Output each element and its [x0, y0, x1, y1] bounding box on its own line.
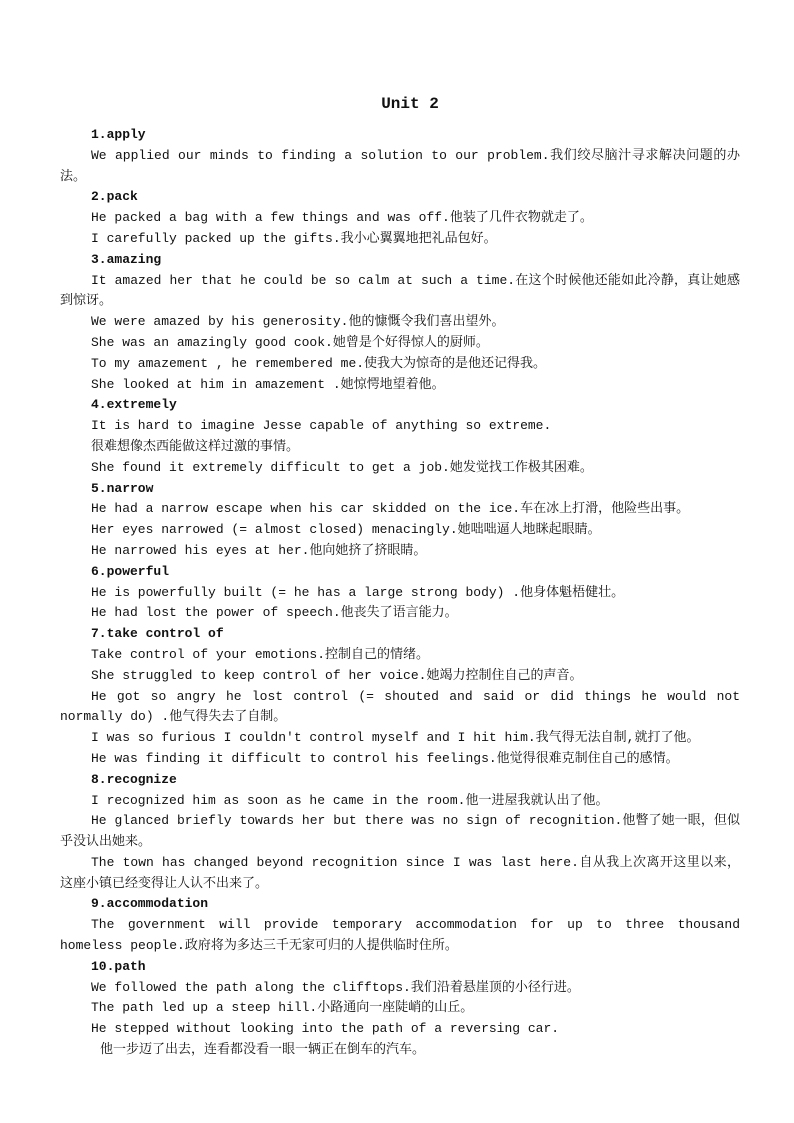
example-sentence: She found it extremely difficult to get a job.她发觉找工作极其困难。: [91, 459, 593, 475]
example-sentence: I was so furious I couldn't control myself and I hit him.我气得无法自制,就打了他。: [91, 730, 700, 746]
example-sentence: He had lost the power of speech.他丧失了语言能力。: [91, 605, 458, 621]
entry-heading: 8.recognize: [91, 771, 177, 787]
example-translation: 他一步迈了出去，连看都没看一眼一辆正在倒车的汽车。: [100, 1042, 426, 1058]
example-sentence: He had a narrow escape when his car skidded on the ice.车在冰上打滑，他险些出事。: [91, 501, 690, 517]
example-sentence: To my amazement , he remembered me.使我大为惊奇的是他还记得我。: [91, 355, 547, 371]
example-sentence: It is hard to imagine Jesse capable of anything so extreme.: [91, 418, 552, 434]
example-sentence: He is powerfully built (= he has a large strong body) .他身体魁梧健壮。: [91, 584, 625, 600]
example-sentence: Her eyes narrowed (= almost closed) menacingly.她咄咄逼人地眯起眼睛。: [91, 522, 601, 538]
example-sentence: We applied our minds to finding a solution to our problem.我们绞尽脑汁寻求解决问题的办法。: [60, 147, 740, 184]
entry-heading: 3.amazing: [91, 251, 162, 267]
example-sentence: He packed a bag with a few things and was off.他装了几件衣物就走了。: [91, 210, 593, 226]
example-sentence: I recognized him as soon as he came in the room.他一进屋我就认出了他。: [91, 792, 609, 808]
example-sentence: It amazed her that he could be so calm at such a time.在这个时候他还能如此冷静，真让她感到惊讶。: [60, 272, 740, 309]
example-sentence: Take control of your emotions.控制自己的情绪。: [91, 646, 430, 662]
example-sentence: The government will provide temporary accommodation for up to three thousand homeless people.政府将为多达三千无家可归的人提供临时住所。: [60, 917, 740, 954]
example-sentence: The town has changed beyond recognition since I was last here.自从我上次离开这里以来，这座小镇已经变得让人认不出来了。: [60, 854, 740, 891]
example-sentence: He stepped without looking into the path of a reversing car.: [91, 1021, 560, 1037]
example-sentence: She looked at him in amazement .她惊愕地望着他。: [91, 376, 445, 392]
example-sentence: He got so angry he lost control (= shouted and said or did things he would not normally do) .他气得失去了自制。: [60, 688, 740, 725]
example-sentence: He glanced briefly towards her but there was no sign of recognition.他瞥了她一眼，但似乎没认出她来。: [60, 813, 740, 850]
entry-heading: 6.powerful: [91, 563, 170, 579]
example-sentence: The path led up a steep hill.小路通向一座陡峭的山丘。: [91, 1000, 474, 1016]
entry-heading: 10.path: [91, 958, 146, 974]
document-page: [60, 92, 740, 1061]
entry-heading: 2.pack: [91, 189, 138, 205]
example-sentence: We followed the path along the clifftops.我们沿着悬崖顶的小径行进。: [91, 979, 580, 995]
example-sentence: We were amazed by his generosity.他的慷慨令我们喜出望外。: [91, 314, 505, 330]
entry-heading: 7.take control of: [91, 626, 224, 642]
page-title: Unit 2: [381, 95, 439, 113]
example-translation: 很难想像杰西能做这样过激的事情。: [91, 438, 300, 454]
example-sentence: She struggled to keep control of her voice.她竭力控制住自己的声音。: [91, 667, 583, 683]
entry-heading: 4.extremely: [91, 397, 177, 413]
entry-heading: 9.accommodation: [91, 896, 209, 912]
example-sentence: He was finding it difficult to control his feelings.他觉得很难克制住自己的感情。: [91, 750, 679, 766]
example-sentence: She was an amazingly good cook.她曾是个好得惊人的厨师。: [91, 334, 489, 350]
entry-heading: 1.apply: [91, 127, 146, 142]
example-sentence: He narrowed his eyes at her.他向她挤了挤眼睛。: [91, 542, 427, 558]
example-sentence: I carefully packed up the gifts.我小心翼翼地把礼品包好。: [91, 230, 497, 246]
entry-heading: 5.narrow: [91, 480, 154, 496]
